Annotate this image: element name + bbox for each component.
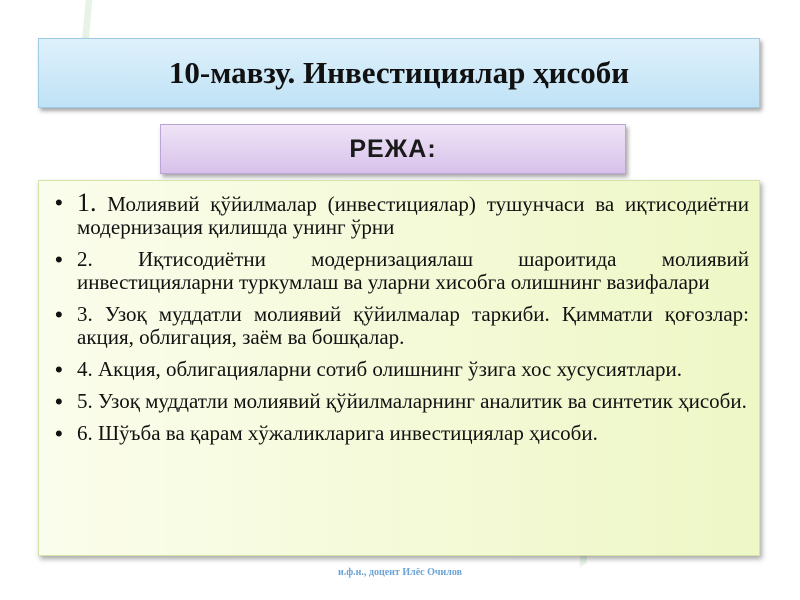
item-number: 5.: [77, 389, 93, 413]
bullet-icon: •: [55, 190, 63, 215]
plan-list: [39, 181, 759, 445]
item-text: Иқтисодиётни модернизациялаш шароитида молиявий инвестицияларни туркумлаш ва уларни хисобга олишнинг вазифалари: [77, 247, 749, 294]
bullet-icon: •: [55, 357, 63, 382]
bullet-icon: •: [55, 302, 63, 327]
item-number: 3.: [77, 302, 93, 326]
list-item: [39, 303, 749, 349]
item-number: 4.: [77, 357, 93, 381]
plan-heading-box: [160, 124, 626, 174]
author-footer: и.ф.н., доцент Илёс Очилов: [337, 567, 463, 578]
plan-content-box: [38, 180, 760, 556]
item-number: 2.: [77, 247, 93, 271]
bullet-icon: •: [55, 421, 63, 446]
list-item: [39, 248, 749, 294]
item-text: Шўъба ва қарам хўжаликларига инвестициялар ҳисоби.: [92, 421, 598, 445]
slide-title-box: [38, 38, 760, 108]
item-text: Молиявий қўйилмалар (инвестициялар) тушунчаси ва иқтисодиётни модернизация қилишда унинг ўрни: [77, 192, 749, 239]
list-item: [39, 188, 749, 239]
list-item: [39, 390, 749, 413]
bullet-icon: •: [55, 389, 63, 414]
slide-title: 10-мавзу. Инвестициялар ҳисоби: [168, 55, 630, 90]
plan-heading: РЕЖА:: [349, 134, 437, 163]
list-item: [39, 422, 749, 445]
list-item: [39, 358, 749, 381]
bullet-icon: •: [55, 247, 63, 272]
item-text: Узоқ муддатли молиявий қўйилмаларнинг аналитик ва синтетик ҳисоби.: [92, 389, 747, 413]
item-text: Узоқ муддатли молиявий қўйилмалар таркиби. Қимматли қоғозлар: акция, облигация, заём ва бошқалар.: [77, 302, 749, 349]
item-number: 1.: [77, 188, 97, 217]
item-text: Акция, облигацияларни сотиб олишнинг ўзига хос хусусиятлари.: [92, 357, 682, 381]
item-number: 6.: [77, 421, 93, 445]
